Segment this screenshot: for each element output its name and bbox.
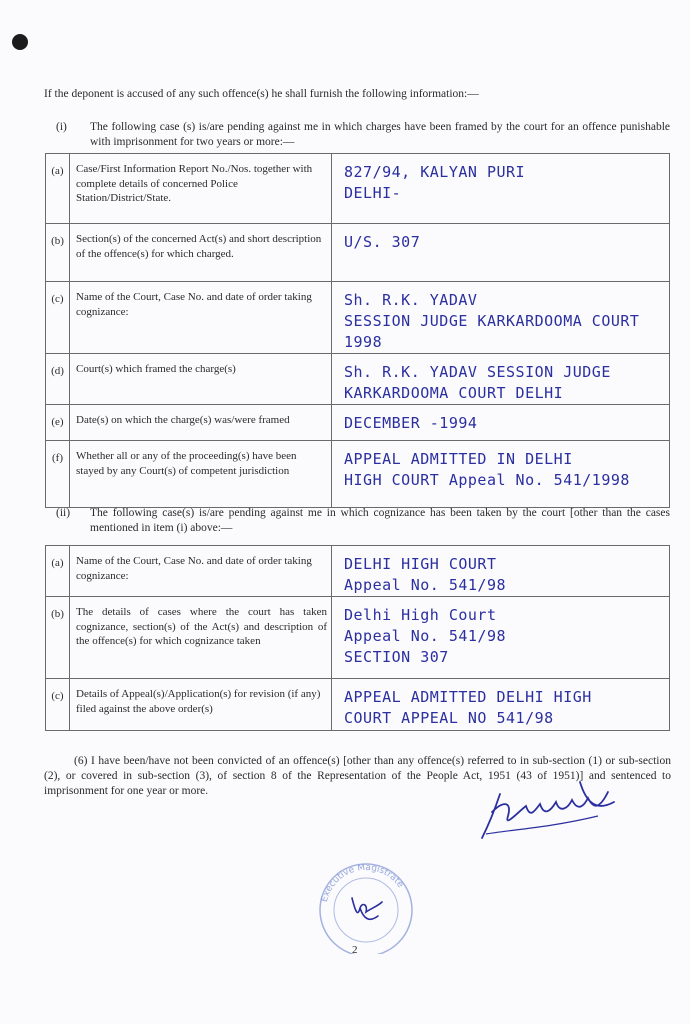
section-ii-row <box>46 679 670 731</box>
punch-hole <box>12 34 28 50</box>
handwritten-entry <box>332 441 670 508</box>
handwritten-entry <box>332 597 670 679</box>
handwritten-line: 1998 <box>344 333 383 351</box>
section-ii-heading <box>56 506 670 536</box>
handwritten-entry <box>332 354 670 405</box>
handwritten-line: Appeal No. 541/98 <box>344 627 507 645</box>
handwritten-line: HIGH COURT Appeal No. 541/1998 <box>344 471 630 489</box>
handwritten-line: Sh. R.K. YADAV <box>344 291 478 309</box>
handwritten-line: DELHI HIGH COURT <box>344 555 497 573</box>
row-label: (b) <box>46 597 70 679</box>
section-i-row <box>46 405 670 441</box>
row-description: Court(s) which framed the charge(s) <box>70 354 332 405</box>
section-ii-row <box>46 546 670 597</box>
row-description: Details of Appeal(s)/Application(s) for revision (if any) filed against the above order(s) <box>70 679 332 731</box>
handwritten-line: 827/94, KALYAN PURI <box>344 163 526 181</box>
page-number: 2 <box>352 944 358 956</box>
handwritten-line: COURT APPEAL NO 541/98 <box>344 709 554 727</box>
section-i-row <box>46 224 670 282</box>
section-i-heading <box>56 120 670 150</box>
seal-text: Executive Magistrate <box>319 862 406 904</box>
handwritten-line: Delhi High Court <box>344 606 497 624</box>
section-ii-text: The following case(s) is/are pending against me in which cognizance has been taken by the court [other than the cases mentioned in item (i) above:— <box>90 507 670 534</box>
row-label: (c) <box>46 679 70 731</box>
row-description: Name of the Court, Case No. and date of order taking cognizance: <box>70 546 332 597</box>
section-i-table <box>45 153 670 508</box>
row-description: Date(s) on which the charge(s) was/were framed <box>70 405 332 441</box>
row-label: (b) <box>46 224 70 282</box>
handwritten-entry <box>332 546 670 597</box>
row-description: The details of cases where the court has taken cognizance, section(s) of the Act(s) and description of the offence(s) for which cognizance taken <box>70 597 332 679</box>
section-i-row <box>46 354 670 405</box>
deponent-signature <box>468 772 628 852</box>
row-label: (f) <box>46 441 70 508</box>
conviction-statement-text: (6) I have been/have not been convicted of an offence(s) [other than any offence(s) referred to in sub-section (1) or sub-section (2), or covered in sub-section (3), of section 8 of the Representation of the People Act, 1951 (43 of 1951)] and sentenced to imprisonment for one year or more. <box>44 755 671 797</box>
handwritten-entry <box>332 282 670 354</box>
handwritten-line: SECTION 307 <box>344 648 449 666</box>
handwritten-line: APPEAL ADMITTED IN DELHI <box>344 450 573 468</box>
row-description: Section(s) of the concerned Act(s) and short description of the offence(s) for which charged. <box>70 224 332 282</box>
handwritten-line: DELHI- <box>344 184 402 202</box>
handwritten-line: KARKARDOOMA COURT DELHI <box>344 384 564 402</box>
handwritten-line: DECEMBER -1994 <box>344 414 478 432</box>
row-label: (a) <box>46 154 70 224</box>
section-i-row <box>46 282 670 354</box>
row-description: Name of the Court, Case No. and date of order taking cognizance: <box>70 282 332 354</box>
section-ii-table <box>45 545 670 731</box>
row-description: Case/First Information Report No./Nos. together with complete details of concerned Police Station/District/State. <box>70 154 332 224</box>
section-ii-number: (ii) <box>56 507 71 519</box>
handwritten-entry <box>332 154 670 224</box>
handwritten-line: SESSION JUDGE KARKARDOOMA COURT <box>344 312 640 330</box>
row-label: (a) <box>46 546 70 597</box>
handwritten-line: Sh. R.K. YADAV SESSION JUDGE <box>344 363 611 381</box>
section-i-text: The following case (s) is/are pending against me in which charges have been framed by the court for an offence punishable with imprisonment for two years or more:— <box>90 121 670 148</box>
handwritten-line: Appeal No. 541/98 <box>344 576 507 594</box>
handwritten-line: APPEAL ADMITTED DELHI HIGH <box>344 688 592 706</box>
magistrate-seal <box>308 858 424 954</box>
row-description: Whether all or any of the proceeding(s) have been stayed by any Court(s) of competent jurisdiction <box>70 441 332 508</box>
handwritten-entry <box>332 405 670 441</box>
intro-text: If the deponent is accused of any such offence(s) he shall furnish the following information:— <box>44 88 479 100</box>
section-i-row <box>46 441 670 508</box>
section-ii-row <box>46 597 670 679</box>
svg-text:Executive Magistrate <box>320 863 406 903</box>
row-label: (e) <box>46 405 70 441</box>
row-label: (d) <box>46 354 70 405</box>
handwritten-entry <box>332 679 670 731</box>
handwritten-line: U/S. 307 <box>344 233 421 251</box>
row-label: (c) <box>46 282 70 354</box>
section-i-row <box>46 154 670 224</box>
handwritten-entry <box>332 224 670 282</box>
section-i-number: (i) <box>56 121 67 133</box>
